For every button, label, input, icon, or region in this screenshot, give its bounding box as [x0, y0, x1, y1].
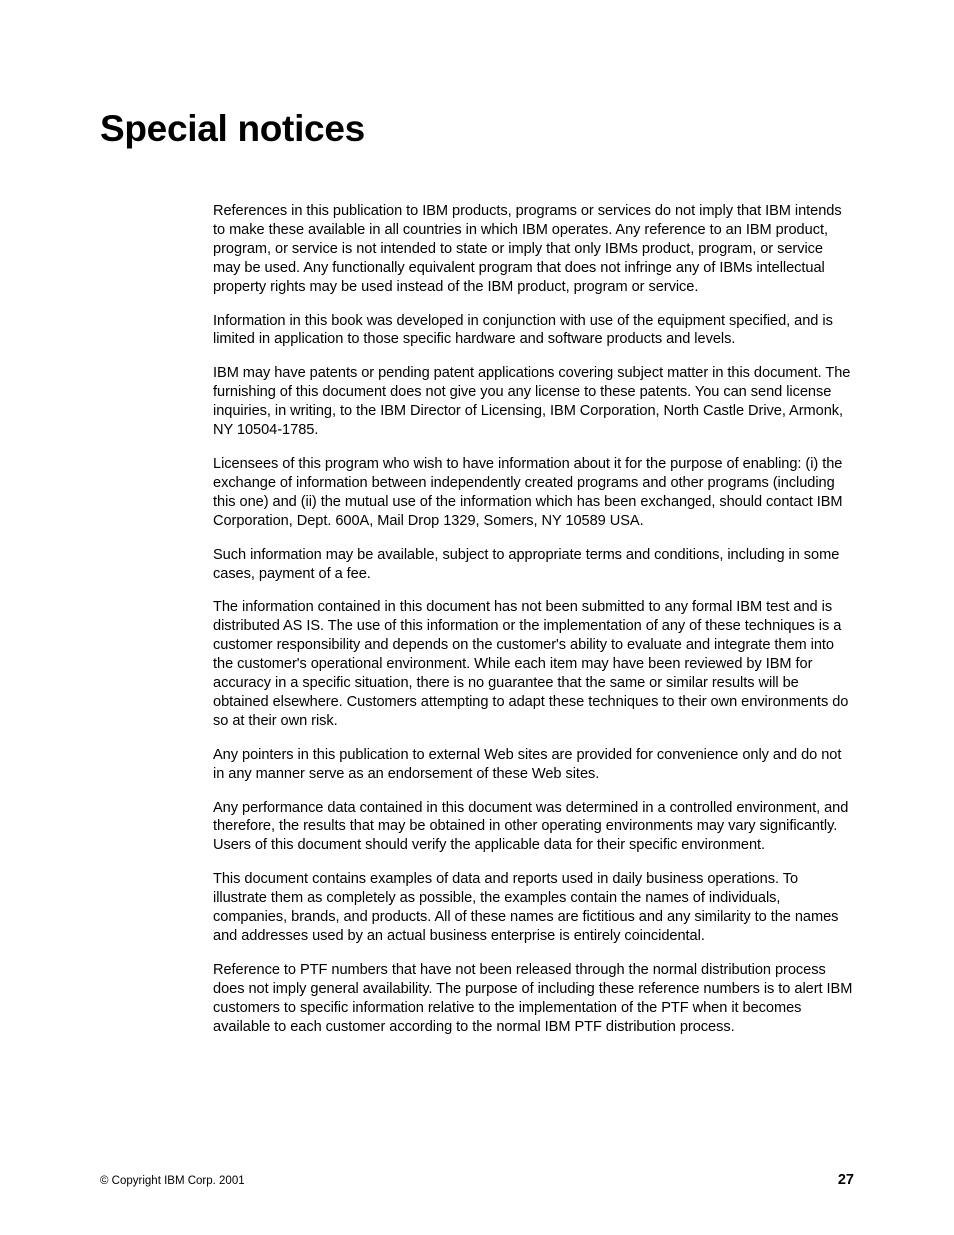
paragraph-performance: Any performance data contained in this document was determined in a controlled environment, and therefore, the results that may be obtained in other operating environments may vary significantly. Users of this document should verify the applicable data for their specific environment. [213, 799, 849, 854]
paragraph-availability: Such information may be available, subject to appropriate terms and conditions, including in some cases, payment of a fee. [213, 546, 840, 582]
paragraph-licensees: Licensees of this program who wish to have information about it for the purpose of enabling: (i) the exchange of information between independently created programs and other programs (including this one) and (ii) the mutual use of the information which has been exchanged, should contact IBM Corporation, Dept. 600A, Mail Drop 1329, Somers, NY 10589 USA. [213, 455, 843, 529]
page-number: 27 [837, 1172, 854, 1188]
paragraph-web-sites: Any pointers in this publication to external Web sites are provided for convenience only and do not in any manner serve as an endorsement of these Web sites. [213, 746, 842, 782]
paragraph-as-is: The information contained in this document has not been submitted to any formal IBM test and is distributed AS IS. The use of this information or the implementation of any of these techniques is a customer responsibility and depends on the customer's ability to evaluate and integrate them into the customer's operational environment. While each item may have been reviewed by IBM for accuracy in a specific situation, there is no guarantee that the same or similar results will be obtained elsewhere. Customers attempting to adapt these techniques to their own environments do so at their own risk. [213, 599, 849, 729]
page-title: Special notices [100, 108, 365, 149]
notices-body [213, 202, 853, 1052]
paragraph-examples: This document contains examples of data and reports used in daily business operations. To illustrate them as completely as possible, the examples contain the names of individuals, companies, brands, and products. All of these names are fictitious and any similarity to the names and addresses used by an actual business enterprise is entirely coincidental. [213, 871, 839, 944]
paragraph-patents: IBM may have patents or pending patent applications covering subject matter in this document. The furnishing of this document does not give you any license to these patents. You can send license inquiries, in writing, to the IBM Director of Licensing, IBM Corporation, North Castle Drive, Armonk, NY 10504-1785. [213, 365, 851, 439]
paragraph-ptf: Reference to PTF numbers that have not been released through the normal distribution process does not imply general availability. The purpose of including these reference numbers is to alert IBM customers to specific information relative to the implementation of the PTF when it becomes available to each customer according to the normal IBM PTF distribution process. [213, 961, 853, 1035]
paragraph-references: References in this publication to IBM products, programs or services do not imply that IBM intends to make these available in all countries in which IBM operates. Any reference to an IBM product, program, or service is not intended to state or imply that only IBMs product, program, or service may be used. Any functionally equivalent program that does not infringe any of IBMs intellectual property rights may be used instead of the IBM product, program or service. [213, 203, 842, 295]
paragraph-equipment: Information in this book was developed in conjunction with use of the equipment specified, and is limited in application to those specific hardware and software products and levels. [213, 312, 833, 348]
footer-copyright: © Copyright IBM Corp. 2001 [100, 1175, 245, 1187]
